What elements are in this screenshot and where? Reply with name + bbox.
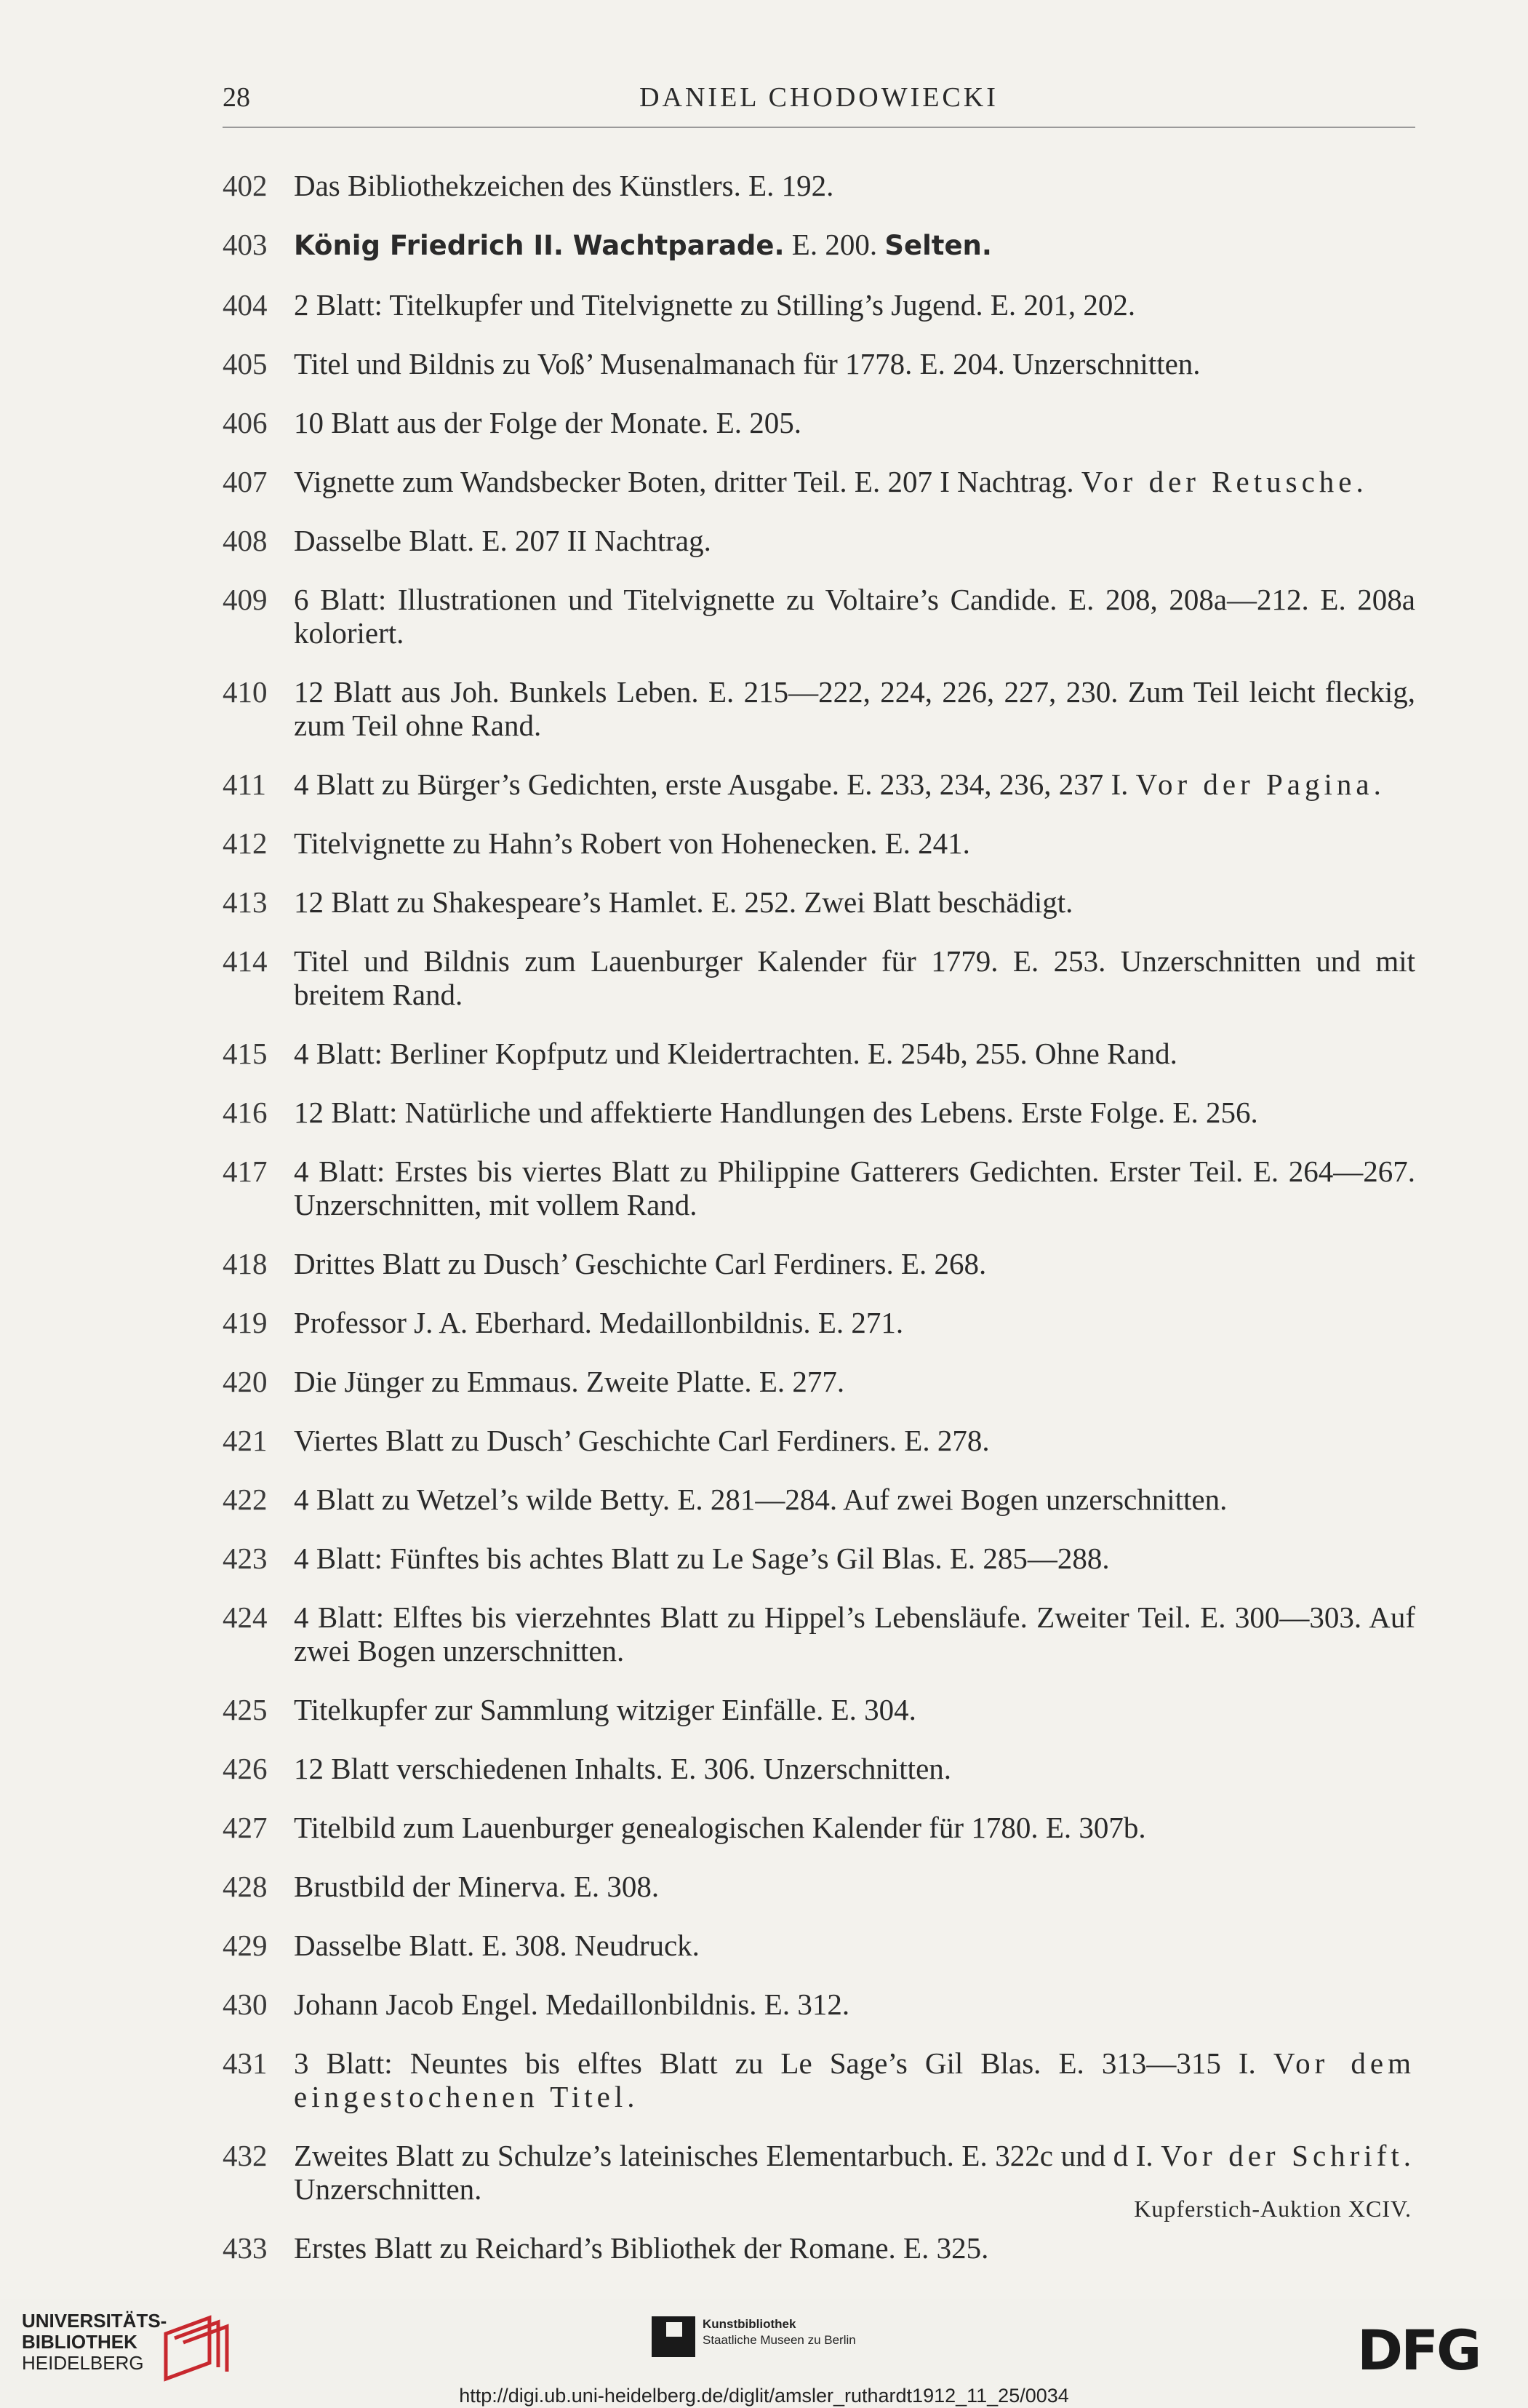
catalog-entry bbox=[223, 1365, 1415, 1398]
catalog-entry bbox=[223, 1096, 1415, 1129]
catalog-entry bbox=[223, 1752, 1415, 1785]
kb-line-2: Staatliche Museen zu Berlin bbox=[703, 2333, 856, 2347]
entry-text: Drittes Blatt zu Dusch’ Geschichte Carl Ferdiners. E. 268. bbox=[294, 1247, 987, 1280]
kb-line-1: Kunstbibliothek bbox=[703, 2317, 796, 2331]
entry-text: Brustbild der Minerva. E. 308. bbox=[294, 1870, 660, 1903]
running-title: DANIEL CHODOWIECKI bbox=[639, 82, 999, 113]
entry-number: 406 bbox=[223, 406, 268, 439]
entry-number: 430 bbox=[223, 1988, 268, 2021]
entry-number: 420 bbox=[223, 1365, 268, 1398]
entry-number: 403 bbox=[223, 228, 268, 261]
entry-text: 4 Blatt zu Bürger’s Gedichten, erste Ausgabe. E. 233, 234, 236, 237 I. Vor der Pagina. bbox=[294, 768, 1385, 801]
catalog-entry bbox=[223, 2046, 1415, 2113]
entry-text: 2 Blatt: Titelkupfer und Titelvignette zu Stilling’s Jugend. E. 201, 202. bbox=[294, 288, 1136, 322]
entry-number: 407 bbox=[223, 465, 268, 498]
catalog-entries bbox=[223, 169, 1415, 2290]
entry-number: 424 bbox=[223, 1600, 268, 1634]
catalog-entry bbox=[223, 675, 1415, 742]
entry-text: Zweites Blatt zu Schulze’s lateinisches Elementarbuch. E. 322c und d I. Vor der Schrift. Unzerschnitten. bbox=[294, 2139, 1415, 2206]
entry-number: 419 bbox=[223, 1306, 268, 1339]
entry-text: 4 Blatt: Berliner Kopfputz und Kleidertrachten. E. 254b, 255. Ohne Rand. bbox=[294, 1037, 1177, 1070]
ub-line-2: BIBLIOTHEK bbox=[22, 2331, 137, 2353]
entry-number: 409 bbox=[223, 583, 268, 616]
permalink-url[interactable]: http://digi.ub.uni-heidelberg.de/diglit/amsler_ruthardt1912_11_25/0034 bbox=[459, 2385, 1069, 2407]
entry-text: Titelvignette zu Hahn’s Robert von Hohenecken. E. 241. bbox=[294, 826, 970, 860]
entry-text: Dasselbe Blatt. E. 207 II Nachtrag. bbox=[294, 524, 711, 557]
entry-number: 413 bbox=[223, 885, 268, 919]
catalog-entry bbox=[223, 1693, 1415, 1726]
dfg-logo[interactable]: DFG bbox=[1357, 2318, 1480, 2383]
entry-text: 10 Blatt aus der Folge der Monate. E. 205. bbox=[294, 406, 802, 439]
entry-text: 12 Blatt zu Shakespeare’s Hamlet. E. 252. Zwei Blatt beschädigt. bbox=[294, 885, 1073, 919]
kunstbibliothek-logo[interactable] bbox=[652, 2316, 856, 2357]
entry-text: 4 Blatt: Elftes bis vierzehntes Blatt zu Hippel’s Lebensläufe. Zweiter Teil. E. 300—303. Auf zwei Bogen unzerschnitten. bbox=[294, 1600, 1415, 1667]
entry-number: 432 bbox=[223, 2139, 268, 2172]
entry-number: 415 bbox=[223, 1037, 268, 1070]
catalog-entry bbox=[223, 465, 1415, 498]
entry-number: 433 bbox=[223, 2231, 268, 2265]
signature-line: Kupferstich-Auktion XCIV. bbox=[1134, 2196, 1412, 2222]
catalog-entry bbox=[223, 2231, 1415, 2265]
entry-number: 408 bbox=[223, 524, 268, 557]
catalog-entry bbox=[223, 406, 1415, 439]
catalog-entry bbox=[223, 347, 1415, 380]
page-header bbox=[223, 81, 1415, 128]
ub-mark-icon bbox=[159, 2312, 239, 2385]
catalog-entry bbox=[223, 1155, 1415, 1221]
entry-text: Dasselbe Blatt. E. 308. Neudruck. bbox=[294, 1929, 700, 1962]
catalog-entry bbox=[223, 1988, 1415, 2021]
entry-text: 12 Blatt: Natürliche und affektierte Handlungen des Lebens. Erste Folge. E. 256. bbox=[294, 1096, 1258, 1129]
entry-number: 421 bbox=[223, 1424, 268, 1457]
entry-number: 402 bbox=[223, 169, 268, 202]
kunstbibliothek-icon bbox=[652, 2316, 695, 2357]
entry-text: Professor J. A. Eberhard. Medaillonbildnis. E. 271. bbox=[294, 1306, 904, 1339]
entry-number: 405 bbox=[223, 347, 268, 380]
catalog-entry bbox=[223, 1811, 1415, 1844]
entry-text: Viertes Blatt zu Dusch’ Geschichte Carl Ferdiners. E. 278. bbox=[294, 1424, 990, 1457]
entry-text: Vignette zum Wandsbecker Boten, dritter Teil. E. 207 I Nachtrag. Vor der Retusche. bbox=[294, 465, 1368, 498]
entry-text: Das Bibliothekzeichen des Künstlers. E. 192. bbox=[294, 169, 834, 202]
page-number: 28 bbox=[223, 82, 250, 113]
entry-number: 429 bbox=[223, 1929, 268, 1962]
catalog-entry bbox=[223, 885, 1415, 919]
entry-number: 426 bbox=[223, 1752, 268, 1785]
catalog-entry bbox=[223, 228, 1415, 263]
entry-number: 431 bbox=[223, 2046, 268, 2080]
entry-text: 4 Blatt: Fünftes bis achtes Blatt zu Le Sage’s Gil Blas. E. 285—288. bbox=[294, 1542, 1110, 1575]
catalog-entry bbox=[223, 768, 1415, 801]
entry-text: 3 Blatt: Neuntes bis elftes Blatt zu Le Sage’s Gil Blas. E. 313—315 I. Vor dem eingestochenen Titel. bbox=[294, 2046, 1415, 2113]
catalog-entry bbox=[223, 1424, 1415, 1457]
entry-text: Titel und Bildnis zum Lauenburger Kalender für 1779. E. 253. Unzerschnitten und mit breitem Rand. bbox=[294, 944, 1415, 1011]
entry-number: 410 bbox=[223, 675, 268, 709]
entry-number: 425 bbox=[223, 1693, 268, 1726]
catalog-entry bbox=[223, 1037, 1415, 1070]
catalog-entry bbox=[223, 288, 1415, 322]
ub-line-3: HEIDELBERG bbox=[22, 2352, 144, 2374]
catalog-entry bbox=[223, 1247, 1415, 1280]
entry-text: Titelbild zum Lauenburger genealogischen Kalender für 1780. E. 307b. bbox=[294, 1811, 1146, 1844]
catalog-entry bbox=[223, 1929, 1415, 1962]
ub-line-1: UNIVERSITÄTS- bbox=[22, 2310, 167, 2332]
entry-text: 12 Blatt aus Joh. Bunkels Leben. E. 215—222, 224, 226, 227, 230. Zum Teil leicht fleckig, zum Teil ohne Rand. bbox=[294, 675, 1415, 742]
catalog-entry bbox=[223, 826, 1415, 860]
entry-number: 411 bbox=[223, 768, 266, 801]
entry-number: 418 bbox=[223, 1247, 268, 1280]
catalog-entry bbox=[223, 169, 1415, 202]
entry-number: 412 bbox=[223, 826, 268, 860]
entry-text: 4 Blatt: Erstes bis viertes Blatt zu Philippine Gatterers Gedichten. Erster Teil. E. 264—267. Unzerschnitten, mit vollem Rand. bbox=[294, 1155, 1415, 1221]
entry-number: 423 bbox=[223, 1542, 268, 1575]
catalog-entry bbox=[223, 1542, 1415, 1575]
catalog-entry bbox=[223, 1870, 1415, 1903]
catalog-entry bbox=[223, 1600, 1415, 1667]
ub-heidelberg-logo[interactable] bbox=[22, 2311, 167, 2374]
entry-number: 404 bbox=[223, 288, 268, 322]
entry-text: Die Jünger zu Emmaus. Zweite Platte. E. 277. bbox=[294, 1365, 845, 1398]
digitization-bar bbox=[0, 2299, 1528, 2386]
entry-text: Titelkupfer zur Sammlung witziger Einfälle. E. 304. bbox=[294, 1693, 916, 1726]
entry-text: Titel und Bildnis zu Voß’ Musenalmanach für 1778. E. 204. Unzerschnitten. bbox=[294, 347, 1201, 380]
catalog-entry bbox=[223, 1483, 1415, 1516]
entry-text: 12 Blatt verschiedenen Inhalts. E. 306. Unzerschnitten. bbox=[294, 1752, 952, 1785]
entry-number: 428 bbox=[223, 1870, 268, 1903]
entry-text: Erstes Blatt zu Reichard’s Bibliothek der Romane. E. 325. bbox=[294, 2231, 989, 2265]
entry-text: Johann Jacob Engel. Medaillonbildnis. E. 312. bbox=[294, 1988, 850, 2021]
entry-number: 422 bbox=[223, 1483, 268, 1516]
catalog-entry bbox=[223, 1306, 1415, 1339]
entry-number: 414 bbox=[223, 944, 268, 978]
entry-number: 416 bbox=[223, 1096, 268, 1129]
entry-text: 4 Blatt zu Wetzel’s wilde Betty. E. 281—284. Auf zwei Bogen unzerschnitten. bbox=[294, 1483, 1228, 1516]
entry-number: 427 bbox=[223, 1811, 268, 1844]
entry-text: 6 Blatt: Illustrationen und Titelvignette zu Voltaire’s Candide. E. 208, 208a—212. E. 208a koloriert. bbox=[294, 583, 1415, 650]
catalog-entry bbox=[223, 524, 1415, 557]
catalog-entry bbox=[223, 944, 1415, 1011]
catalog-entry bbox=[223, 583, 1415, 650]
entry-text: König Friedrich II. Wachtparade. E. 200. Selten. bbox=[294, 228, 992, 261]
entry-number: 417 bbox=[223, 1155, 268, 1188]
